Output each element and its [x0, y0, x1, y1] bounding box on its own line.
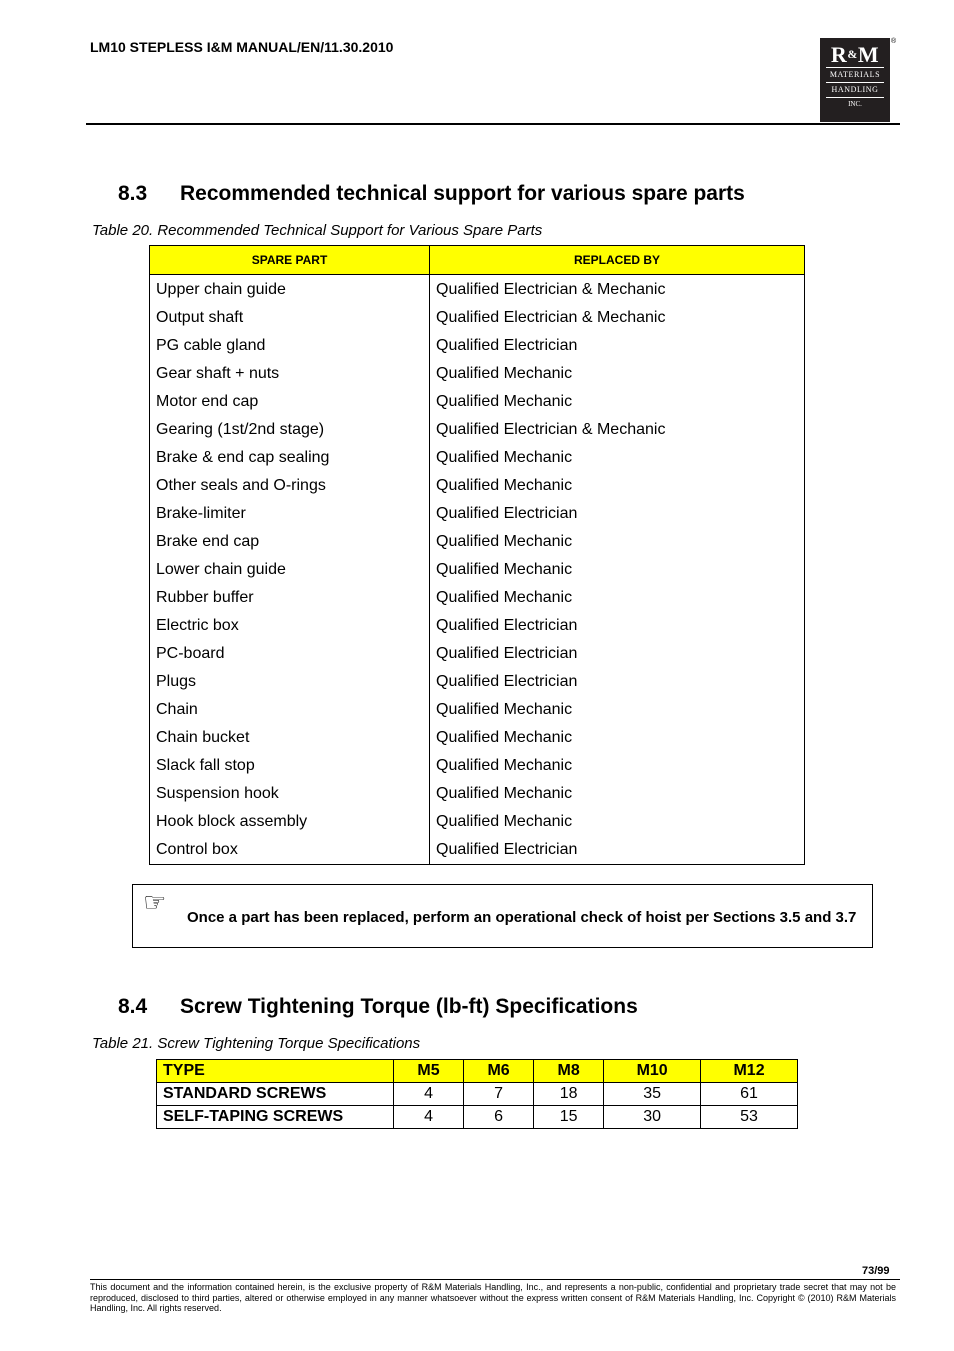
column-header-m8: M8	[534, 1060, 604, 1083]
table-row	[150, 668, 805, 696]
torque-value-cell: 4	[394, 1083, 464, 1106]
replaced-by-cell: Qualified Electrician	[430, 500, 805, 528]
replaced-by-cell: Qualified Electrician & Mechanic	[430, 304, 805, 332]
spare-part-cell: Plugs	[150, 668, 430, 696]
torque-value-cell: 4	[394, 1106, 464, 1129]
replaced-by-cell: Qualified Electrician	[430, 332, 805, 360]
spare-part-cell: Output shaft	[150, 304, 430, 332]
spare-part-cell: Slack fall stop	[150, 752, 430, 780]
replaced-by-cell: Qualified Mechanic	[430, 388, 805, 416]
company-logo	[820, 38, 890, 122]
logo-main-text: R&M	[830, 42, 880, 67]
spare-part-cell: Rubber buffer	[150, 584, 430, 612]
table-20-caption: Table 20. Recommended Technical Support for Various Spare Parts	[92, 222, 543, 239]
note-text: Once a part has been replaced, perform an operational check of hoist per Sections 3.5 and 3.7	[187, 909, 857, 926]
footer-disclaimer: This document and the information contained herein, is the exclusive property of R&M Materials Handling, Inc., and represents a non-public, confidential and proprietary trade secret that may not be reproduced, disclosed to third parties, altered or otherwise employed in any manner whatsoever without the express written consent of R&M Materials Handling, Inc. Copyright © (2010) R&M Materials Handling, Inc. All rights reserved.	[90, 1282, 896, 1313]
section-number: 8.3	[118, 182, 148, 205]
table-row	[150, 332, 805, 360]
logo-line-2: HANDLING	[831, 85, 879, 94]
replaced-by-cell: Qualified Mechanic	[430, 528, 805, 556]
torque-value-cell: 53	[701, 1106, 798, 1129]
replaced-by-cell: Qualified Mechanic	[430, 472, 805, 500]
table-row	[150, 556, 805, 584]
spare-part-cell: Electric box	[150, 612, 430, 640]
table-row	[157, 1106, 798, 1129]
spare-part-cell: Gearing (1st/2nd stage)	[150, 416, 430, 444]
table-row	[150, 612, 805, 640]
table-row	[150, 724, 805, 752]
section-number: 8.4	[118, 995, 148, 1018]
pointing-hand-icon: ☞	[143, 887, 167, 917]
section-heading-8-3	[118, 182, 745, 206]
logo-line-3: INC.	[848, 100, 862, 108]
table-21-caption: Table 21. Screw Tightening Torque Specifications	[92, 1035, 421, 1052]
table-row	[150, 528, 805, 556]
footer-divider	[90, 1279, 900, 1280]
spare-part-cell: Other seals and O-rings	[150, 472, 430, 500]
spare-part-cell: Brake-limiter	[150, 500, 430, 528]
replaced-by-cell: Qualified Mechanic	[430, 724, 805, 752]
page-number: 73/99	[862, 1265, 890, 1277]
section-heading-8-4	[118, 995, 638, 1019]
table-row	[150, 388, 805, 416]
replaced-by-cell: Qualified Mechanic	[430, 556, 805, 584]
table-row	[157, 1083, 798, 1106]
replaced-by-cell: Qualified Mechanic	[430, 360, 805, 388]
table-row	[150, 808, 805, 836]
column-header-m12: M12	[701, 1060, 798, 1083]
spare-part-cell: Control box	[150, 836, 430, 865]
replaced-by-cell: Qualified Mechanic	[430, 780, 805, 808]
column-header-type: TYPE	[157, 1060, 394, 1083]
column-header-replaced-by: REPLACED BY	[430, 246, 805, 275]
spare-part-cell: Chain bucket	[150, 724, 430, 752]
torque-spec-table	[156, 1059, 798, 1129]
table-row	[150, 360, 805, 388]
spare-part-cell: Suspension hook	[150, 780, 430, 808]
note-box	[132, 884, 873, 948]
replaced-by-cell: Qualified Electrician	[430, 836, 805, 865]
replaced-by-cell: Qualified Electrician	[430, 640, 805, 668]
replaced-by-cell: Qualified Electrician	[430, 612, 805, 640]
spare-part-cell: Upper chain guide	[150, 275, 430, 305]
document-header-title: LM10 STEPLESS I&M MANUAL/EN/11.30.2010	[90, 39, 394, 55]
section-title: Recommended technical support for various spare parts	[180, 182, 745, 205]
torque-value-cell: 6	[464, 1106, 534, 1129]
replaced-by-cell: Qualified Mechanic	[430, 696, 805, 724]
replaced-by-cell: Qualified Mechanic	[430, 808, 805, 836]
table-row	[150, 275, 805, 305]
torque-value-cell: 30	[604, 1106, 701, 1129]
replaced-by-cell: Qualified Mechanic	[430, 584, 805, 612]
torque-value-cell: 35	[604, 1083, 701, 1106]
replaced-by-cell: Qualified Electrician & Mechanic	[430, 275, 805, 305]
spare-part-cell: Brake & end cap sealing	[150, 444, 430, 472]
replaced-by-cell: Qualified Mechanic	[430, 444, 805, 472]
logo-line-1: MATERIALS	[829, 70, 881, 79]
table-header-row	[157, 1060, 798, 1083]
spare-part-cell: Brake end cap	[150, 528, 430, 556]
replaced-by-cell: Qualified Electrician	[430, 668, 805, 696]
column-header-m6: M6	[464, 1060, 534, 1083]
torque-value-cell: 61	[701, 1083, 798, 1106]
section-title: Screw Tightening Torque (lb-ft) Specifications	[180, 995, 638, 1018]
torque-value-cell: 7	[464, 1083, 534, 1106]
torque-value-cell: 15	[534, 1106, 604, 1129]
replaced-by-cell: Qualified Mechanic	[430, 752, 805, 780]
column-header-m10: M10	[604, 1060, 701, 1083]
registered-mark: ®	[891, 38, 897, 45]
table-row	[150, 780, 805, 808]
table-header-row	[150, 246, 805, 275]
table-row	[150, 696, 805, 724]
spare-part-cell: Gear shaft + nuts	[150, 360, 430, 388]
spare-part-cell: Chain	[150, 696, 430, 724]
screw-type-cell: STANDARD SCREWS	[157, 1083, 394, 1106]
column-header-m5: M5	[394, 1060, 464, 1083]
spare-part-cell: Motor end cap	[150, 388, 430, 416]
spare-part-cell: PG cable gland	[150, 332, 430, 360]
replaced-by-cell: Qualified Electrician & Mechanic	[430, 416, 805, 444]
column-header-spare-part: SPARE PART	[150, 246, 430, 275]
table-row	[150, 584, 805, 612]
table-row	[150, 640, 805, 668]
spare-part-cell: PC-board	[150, 640, 430, 668]
table-row	[150, 444, 805, 472]
header-divider	[86, 123, 900, 125]
table-row	[150, 752, 805, 780]
spare-part-cell: Lower chain guide	[150, 556, 430, 584]
table-row	[150, 472, 805, 500]
table-row	[150, 500, 805, 528]
table-row	[150, 416, 805, 444]
torque-value-cell: 18	[534, 1083, 604, 1106]
spare-parts-table	[149, 245, 805, 865]
table-row	[150, 304, 805, 332]
screw-type-cell: SELF-TAPING SCREWS	[157, 1106, 394, 1129]
spare-part-cell: Hook block assembly	[150, 808, 430, 836]
table-row	[150, 836, 805, 865]
